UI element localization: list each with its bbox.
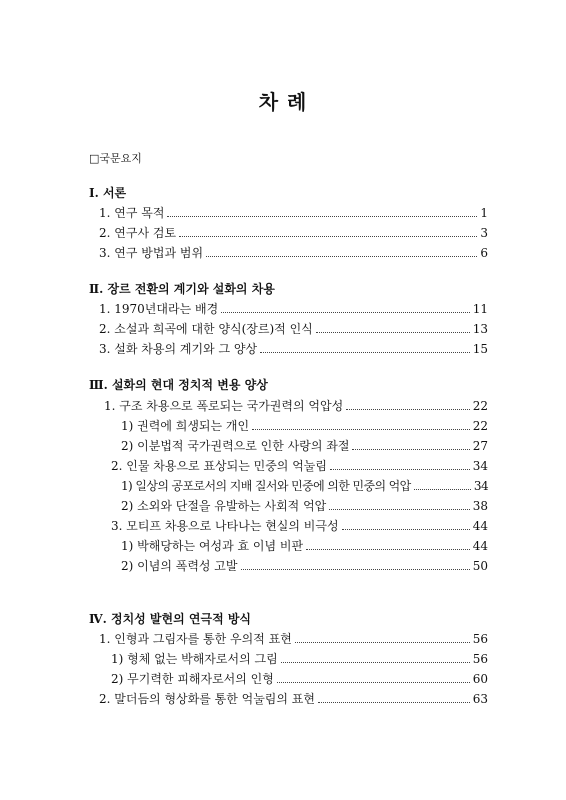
- toc-entry-page: 44: [472, 519, 488, 533]
- abstract-entry: □국문요지: [89, 152, 142, 165]
- section-heading-1: Ⅰ. 서론: [89, 186, 127, 200]
- section-heading-3: Ⅲ. 설화의 현대 정치적 변용 양상: [89, 378, 268, 392]
- toc-entry-page: 6: [480, 246, 488, 260]
- toc-entry-label: 3. 모티프 차용으로 나타나는 현실의 비극성: [111, 519, 339, 533]
- toc-entry-page: 34: [472, 459, 488, 473]
- toc-entry: [121, 557, 488, 574]
- toc-entry: [99, 320, 488, 337]
- toc-entry-label: 2. 연구사 검토: [99, 226, 177, 240]
- toc-entry-page: 15: [472, 342, 488, 356]
- dot-leader: [167, 216, 477, 217]
- toc-entry-label: 1. 구조 차용으로 폭로되는 국가권력의 억압성: [104, 399, 344, 413]
- dot-leader: [414, 489, 471, 490]
- dot-leader: [342, 529, 470, 530]
- toc-entry: [111, 517, 488, 534]
- toc-entry-label: 1) 형체 없는 박해자로서의 그림: [111, 652, 278, 666]
- toc-entry: [99, 224, 488, 241]
- toc-entry-label: 2) 이념의 폭력성 고발: [121, 559, 238, 573]
- dot-leader: [316, 332, 470, 333]
- toc-entry-page: 27: [472, 439, 488, 453]
- dot-leader: [330, 469, 470, 470]
- dot-leader: [295, 642, 470, 643]
- toc-entry-page: 56: [472, 652, 488, 666]
- dot-leader: [281, 662, 470, 663]
- toc-entry-label: 2. 소설과 희곡에 대한 양식(장르)적 인식: [99, 322, 313, 336]
- toc-entry-label: 1. 1970년대라는 배경: [99, 302, 219, 316]
- toc-entry: [99, 204, 488, 221]
- toc-entry: [104, 397, 488, 414]
- dot-leader: [206, 256, 477, 257]
- toc-entry-page: 22: [472, 399, 488, 413]
- toc-entry-label: 3. 설화 차용의 계기와 그 양상: [99, 342, 258, 356]
- toc-entry-label: 1) 박해당하는 여성과 효 이념 비판: [121, 539, 304, 553]
- toc-entry-page: 56: [472, 632, 488, 646]
- toc-entry-page: 1: [480, 206, 488, 220]
- toc-entry-page: 60: [472, 672, 488, 686]
- toc-entry-page: 38: [472, 499, 488, 513]
- toc-entry: [111, 670, 488, 687]
- toc-entry-page: 13: [472, 322, 488, 336]
- toc-entry: [121, 437, 488, 454]
- dot-leader: [221, 312, 470, 313]
- toc-entry-page: 44: [472, 539, 488, 553]
- toc-entry: [99, 340, 488, 357]
- toc-entry: [111, 457, 488, 474]
- dot-leader: [318, 702, 470, 703]
- dot-leader: [179, 236, 477, 237]
- toc-entry: [121, 417, 488, 434]
- toc-entry: [99, 300, 488, 317]
- toc-entry-page: 63: [472, 692, 488, 706]
- toc-entry-page: 11: [472, 302, 488, 316]
- toc-entry: [99, 690, 488, 707]
- toc-entry-page: 34: [473, 479, 488, 493]
- dot-leader: [329, 509, 469, 510]
- toc-entry: [99, 630, 488, 647]
- dot-leader: [252, 429, 470, 430]
- section-heading-2: Ⅱ. 장르 전환의 계기와 설화의 차용: [89, 282, 275, 296]
- toc-entry-label: 1. 연구 목적: [99, 206, 165, 220]
- toc-entry-label: 2. 말더듬의 형상화를 통한 억눌림의 표현: [99, 692, 315, 706]
- toc-entry-label: 2) 무기력한 피해자로서의 인형: [111, 672, 274, 686]
- dot-leader: [260, 352, 470, 353]
- toc-entry: [121, 537, 488, 554]
- dot-leader: [306, 549, 470, 550]
- toc-entry-page: 3: [480, 226, 488, 240]
- dot-leader: [346, 409, 470, 410]
- toc-entry-label: 2) 이분법적 국가권력으로 인한 사랑의 좌절: [121, 439, 350, 453]
- section-heading-4: Ⅳ. 정치성 발현의 연극적 방식: [89, 612, 252, 626]
- toc-entry-label: 1) 일상의 공포로서의 지배 질서와 민중에 의한 민중의 억압: [121, 479, 411, 493]
- toc-entry: [121, 497, 488, 514]
- toc-entry-page: 22: [472, 419, 488, 433]
- toc-entry-label: 3. 연구 방법과 범위: [99, 246, 204, 260]
- toc-entry-label: 2. 인물 차용으로 표상되는 민중의 억눌림: [111, 459, 327, 473]
- toc-entry: [121, 477, 488, 494]
- toc-entry: [99, 244, 488, 261]
- toc-entry-label: 2) 소외와 단절을 유발하는 사회적 억압: [121, 499, 327, 513]
- page-title: 차 례: [258, 90, 308, 114]
- toc-entry-label: 1) 권력에 희생되는 개인: [121, 419, 250, 433]
- dot-leader: [277, 682, 470, 683]
- toc-entry: [111, 650, 488, 667]
- dot-leader: [241, 569, 470, 570]
- dot-leader: [352, 449, 469, 450]
- toc-entry-label: 1. 인형과 그림자를 통한 우의적 표현: [99, 632, 292, 646]
- toc-entry-page: 50: [472, 559, 488, 573]
